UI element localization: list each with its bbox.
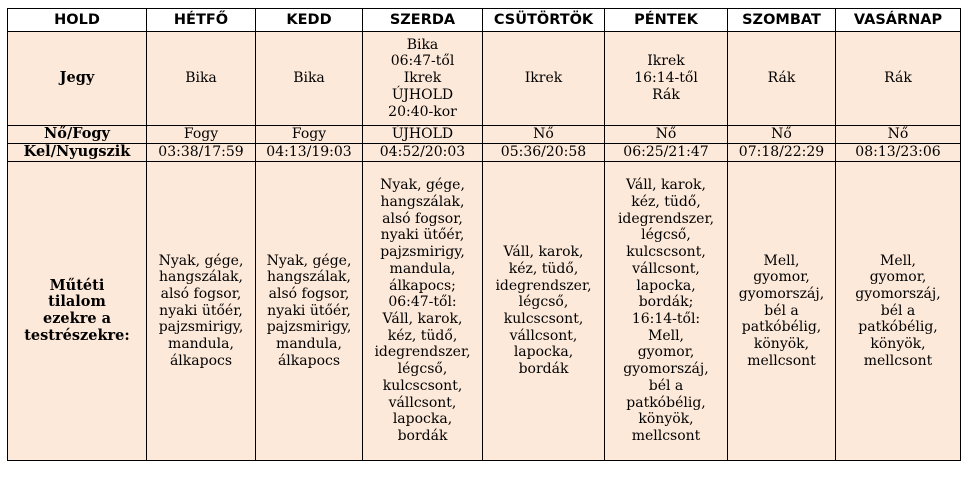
header-day: PÉNTEK: [605, 9, 728, 32]
row-label-kel-nyugszik: Kel/Nyugszik: [8, 144, 147, 162]
rise-set-cell: 07:18/22:29: [728, 144, 836, 162]
phase-cell: Nő: [605, 126, 728, 144]
kel-nyugszik-row: [8, 144, 961, 162]
surgery-ban-row: [8, 162, 961, 461]
row-label-jegy: Jegy: [8, 32, 147, 126]
header-day: SZOMBAT: [728, 9, 836, 32]
jegy-cell: Bika 06:47-től Ikrek ÚJHOLD 20:40-kor: [363, 32, 483, 126]
jegy-cell: Ikrek: [483, 32, 605, 126]
header-day: HÉTFŐ: [147, 9, 256, 32]
rise-set-cell: 06:25/21:47: [605, 144, 728, 162]
moon-calendar-container: [7, 8, 961, 461]
phase-cell: Nő: [728, 126, 836, 144]
rise-set-cell: 03:38/17:59: [147, 144, 256, 162]
phase-cell: Nő: [483, 126, 605, 144]
header-day: CSÜTÖRTÖK: [483, 9, 605, 32]
moon-calendar-table: [7, 8, 961, 461]
jegy-row: [8, 32, 961, 126]
body-parts-cell: Váll, karok, kéz, tüdő, idegrendszer, légcső, kulcscsont, vállcsont, lapocka, bordák: [483, 162, 605, 461]
phase-cell: Nő: [836, 126, 961, 144]
body-parts-cell: Mell, gyomor, gyomorszáj, bél a patkóbélig, könyök, mellcsont: [728, 162, 836, 461]
header-day: VASÁRNAP: [836, 9, 961, 32]
phase-cell: Fogy: [256, 126, 363, 144]
body-parts-cell: Nyak, gége, hangszálak, alsó fogsor, nyaki ütőér, pajzsmirigy, mandula, álkapocs; 06:47-től: Váll, karok, kéz, tüdő, idegrendszer, légcső, kulcscsont, vállcsont, lapocka, bordák: [363, 162, 483, 461]
header-row: [8, 9, 961, 32]
no-fogy-row: [8, 126, 961, 144]
jegy-cell: Bika: [147, 32, 256, 126]
header-hold: HOLD: [8, 9, 147, 32]
body-parts-cell: Váll, karok, kéz, tüdő, idegrendszer, légcső, kulcscsont, vállcsont, lapocka, bordák; 16:14-től: Mell, gyomor, gyomorszáj, bél a patkóbélig, könyök, mellcsont: [605, 162, 728, 461]
rise-set-cell: 04:13/19:03: [256, 144, 363, 162]
jegy-cell: Rák: [836, 32, 961, 126]
row-label-surgery-ban: Műtéti tilalom ezekre a testrészekre:: [8, 162, 147, 461]
jegy-cell: Bika: [256, 32, 363, 126]
header-day: KEDD: [256, 9, 363, 32]
row-label-no-fogy: Nő/Fogy: [8, 126, 147, 144]
body-parts-cell: Mell, gyomor, gyomorszáj, bél a patkóbélig, könyök, mellcsont: [836, 162, 961, 461]
phase-cell: ÚJHOLD: [363, 126, 483, 144]
phase-cell: Fogy: [147, 126, 256, 144]
jegy-cell: Rák: [728, 32, 836, 126]
rise-set-cell: 04:52/20:03: [363, 144, 483, 162]
rise-set-cell: 08:13/23:06: [836, 144, 961, 162]
body-parts-cell: Nyak, gége, hangszálak, alsó fogsor, nyaki ütőér, pajzsmirigy, mandula, álkapocs: [256, 162, 363, 461]
body-parts-cell: Nyak, gége, hangszálak, alsó fogsor, nyaki ütőér, pajzsmirigy, mandula, álkapocs: [147, 162, 256, 461]
header-day: SZERDA: [363, 9, 483, 32]
jegy-cell: Ikrek 16:14-től Rák: [605, 32, 728, 126]
rise-set-cell: 05:36/20:58: [483, 144, 605, 162]
